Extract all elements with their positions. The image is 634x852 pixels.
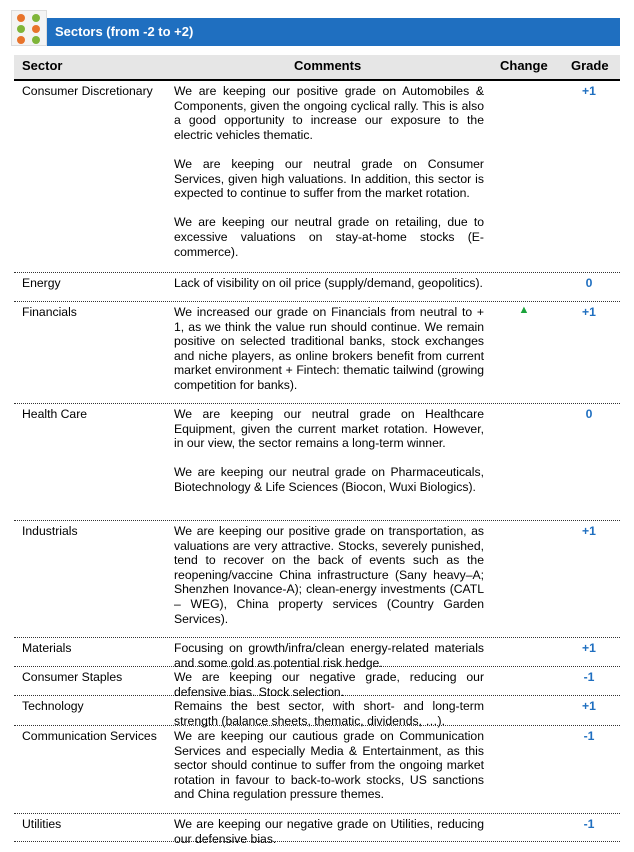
sector-dots-icon <box>11 10 47 46</box>
grade-value: +1 <box>582 699 596 713</box>
comment-paragraph: We increased our grade on Financials from neutral to + 1, as we think the value run should continue. We remain positive on selected traditional banks, stock exchanges and niche players, as online brokers benefit from current market environment + Fintech: thematic tailwind (growing competition for banks). <box>174 305 484 392</box>
table-row <box>14 726 620 814</box>
comment-paragraph: Focusing on growth/infra/clean energy-related materials and some gold as potential risk hedge. <box>174 641 484 670</box>
grade-value: +1 <box>582 84 596 98</box>
sector-name: Utilities <box>22 817 62 831</box>
dot-icon <box>32 36 40 44</box>
grade-value: -1 <box>583 729 595 743</box>
dot-icon <box>32 14 40 22</box>
dot-icon <box>32 25 40 33</box>
page-title: Sectors (from -2 to +2) <box>55 24 194 39</box>
sector-name: Technology <box>22 699 84 713</box>
comment-paragraph: We are keeping our neutral grade on retailing, due to excessive valuations on stay-at-home stocks (E-commerce). <box>174 215 484 259</box>
column-header-sector: Sector <box>22 58 63 73</box>
sector-comments <box>174 699 484 728</box>
comment-paragraph: We are keeping our positive grade on transportation, as valuations are very attractive. Stocks, severely punished, tend to recover on the back of events such as the reopening/vaccine China infrastructure (Sany heavy–A; Shenzhen Inovance-A); clean-energy investments (CATL – WEG), China property services (Country Garden Services). <box>174 524 484 626</box>
column-header-change: Change <box>500 58 548 73</box>
column-header-grade: Grade <box>571 58 609 73</box>
grade-value: +1 <box>582 524 596 538</box>
sector-name: Consumer Staples <box>22 670 123 684</box>
sector-comments <box>174 641 484 670</box>
sector-comments <box>174 817 484 846</box>
comment-paragraph: We are keeping our neutral grade on Consumer Services, given high valuations. In addition, this sector is expected to continue to suffer from the market rotation. <box>174 156 484 201</box>
comment-paragraph: We are keeping our neutral grade on Pharmaceuticals, Biotechnology & Life Sciences (Biocon, Wuxi Biologics). <box>174 465 484 494</box>
change-up-icon: ▲ <box>518 304 530 316</box>
comment-paragraph: We are keeping our negative grade on Utilities, reducing our defensive bias. <box>174 817 484 846</box>
sector-comments <box>174 305 484 393</box>
grade-value: 0 <box>585 407 593 421</box>
dot-icon <box>17 25 25 33</box>
column-header-comments: Comments <box>294 58 362 73</box>
grade-value: 0 <box>585 276 593 290</box>
sector-comments <box>174 670 484 699</box>
comment-paragraph: Remains the best sector, with short- and long-term strength (balance sheets, thematic, dividends, …). <box>174 699 484 728</box>
table-row <box>14 302 620 404</box>
comment-paragraph: Lack of visibility on oil price (supply/demand, geopolitics). <box>174 276 483 290</box>
table-row <box>14 521 620 638</box>
sector-name: Consumer Discretionary <box>22 84 153 98</box>
comment-paragraph: We are keeping our negative grade, reducing our defensive bias. Stock selection. <box>174 670 484 699</box>
comment-paragraph: We are keeping our cautious grade on Communication Services and especially Media & Entertainment, as this sector should continue to suffer from the ongoing market rotation in favour to back-to-work stocks, US sanctions and China regulation pressure themes. <box>174 729 484 802</box>
table-row <box>14 81 620 273</box>
grade-value: -1 <box>583 670 595 684</box>
comment-paragraph: We are keeping our neutral grade on Healthcare Equipment, given the current market rotation. However, in our view, the sector remains a long-term winner. <box>174 407 484 451</box>
grade-value: +1 <box>582 305 596 319</box>
grade-value: +1 <box>582 641 596 655</box>
sector-name: Financials <box>22 305 77 319</box>
sector-name: Energy <box>22 276 61 290</box>
section-header <box>47 18 620 46</box>
sector-comments <box>174 729 484 802</box>
sector-name: Industrials <box>22 524 78 538</box>
sector-comments <box>174 407 484 495</box>
dot-icon <box>17 36 25 44</box>
sectors-table <box>14 55 620 846</box>
grade-value: -1 <box>583 817 595 831</box>
sector-name: Materials <box>22 641 72 655</box>
table-row <box>14 404 620 521</box>
sector-comments <box>174 276 484 291</box>
sector-comments <box>174 524 484 626</box>
dot-icon <box>17 14 25 22</box>
table-row <box>14 638 620 670</box>
comment-paragraph: We are keeping our positive grade on Automobiles & Components, given the ongoing cyclical rally. This is also a good opportunity to increase our exposure to the electric vehicles thematic. <box>174 84 484 142</box>
table-row <box>14 273 620 302</box>
table-row <box>14 696 620 726</box>
table-header <box>14 55 620 81</box>
sector-name: Health Care <box>22 407 88 421</box>
sector-comments <box>174 84 484 259</box>
sector-name: Communication Services <box>22 729 157 743</box>
table-row <box>14 814 620 846</box>
table-row <box>14 667 620 699</box>
